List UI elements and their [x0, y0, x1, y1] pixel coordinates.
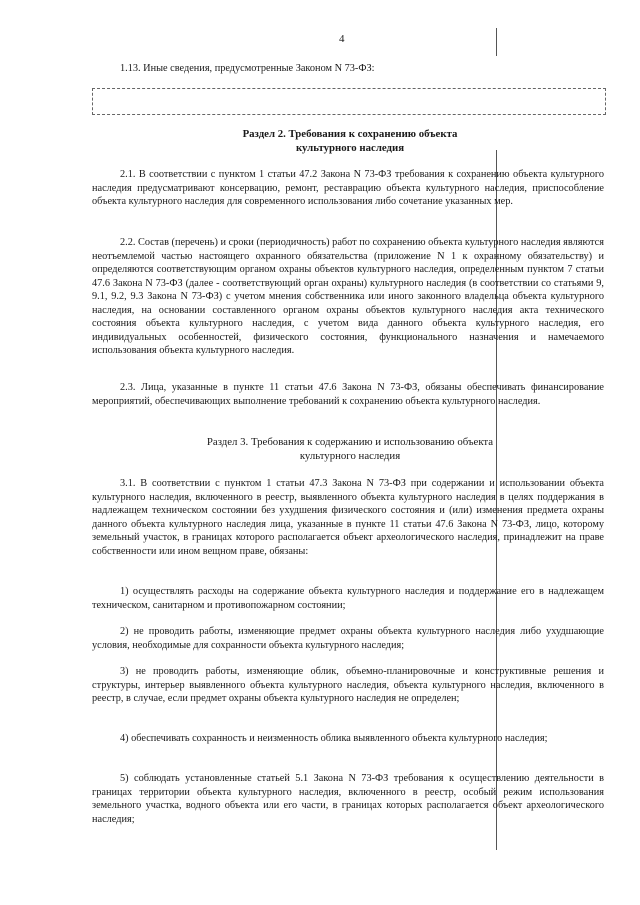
list-item-3: 3) не проводить работы, изменяющие облик, объемно-планировочные и конструктивные решения и структуры, интерьер выявленного объекта культурного наследия, объекта культурного наследия, включенного в реестр, в случае, если предмет охраны объекта культурного наследия не определен; — [92, 666, 604, 704]
list-item-4: 4) обеспечивать сохранность и неизменность облика выявленного объекта культурного наследия; — [120, 733, 548, 744]
section-2-title-line1: Раздел 2. Требования к сохранению объекта — [242, 128, 458, 140]
section-3-title-line2: культурного наследия — [299, 450, 401, 462]
section-2-heading — [150, 127, 550, 155]
paragraph-2-3: 2.3. Лица, указанные в пункте 11 статьи 47.6 Закона N 73-ФЗ, обязаны обеспечивать финансирование мероприятий, обеспечивающих выполнение требований к сохранению объекта культурного наследия. — [92, 382, 604, 407]
clause-1-13: 1.13. Иные сведения, предусмотренные Законом N 73-ФЗ: — [120, 63, 375, 74]
paragraph-2-1: 2.1. В соответствии с пунктом 1 статьи 47.2 Закона N 73-ФЗ требования к сохранению объекта культурного наследия предусматривают консервацию, ремонт, реставрацию объекта культурного наследия, приспособление объекта культурного наследия для современного использования либо сочетание указанных мер. — [92, 169, 604, 207]
list-item-1: 1) осуществлять расходы на содержание объекта культурного наследия и поддержание его в надлежащем техническом, санитарном и противопожарном состоянии; — [92, 586, 604, 611]
paragraph-3-1: 3.1. В соответствии с пунктом 1 статьи 47.3 Закона N 73-ФЗ при содержании и использовании объекта культурного наследия, включенного в реестр, выявленного объекта культурного наследия в целях поддержания в надлежащем техническом состоянии без ухудшения физического состояния и (или) изменения предмета охраны данного объекта культурного наследия лица, указанные в пункте 11 статьи 47.6 Закона N 73-ФЗ, лицо, которому земельный участок, в границах которого располагается объект археологического наследия, принадлежит на праве собственности или ином вещном праве, обязаны: — [92, 478, 604, 557]
section-3-title-line1: Раздел 3. Требования к содержанию и использованию объекта — [206, 436, 494, 448]
list-item-2: 2) не проводить работы, изменяющие предмет охраны объекта культурного наследия либо ухудшающие условия, необходимые для сохранности объекта культурного наследия; — [92, 626, 604, 651]
page-number: 4 — [339, 33, 345, 45]
section-2-title-line2: культурного наследия — [295, 142, 405, 154]
paragraph-2-2: 2.2. Состав (перечень) и сроки (периодичность) работ по сохранению объекта культурного наследия являются неотъемлемой частью настоящего охранного обязательства (приложение N 1 к охранному обязательству) и определяются соответствующим органом охраны объектов культурного наследия, определенным пунктом 7 статьи 47.6 Закона N 73-ФЗ (далее - соответствующий орган охраны) культурного наследия (в соответствии со статьями 9, 9.1, 9.2, 9.3 Закона N 73-ФЗ) с учетом мнения собственника или иного законного владельца объекта культурного наследия, на основании составленного органом охраны объектов культурного наследия акта технического состояния объекта культурного наследия, с учетом вида данного объекта культурного наследия, его индивидуальных особенностей, физического состояния, функционального назначения и намечаемого использования объекта культурного наследия. — [92, 237, 604, 356]
empty-info-box — [92, 88, 606, 115]
scan-margin-line — [496, 28, 497, 56]
list-item-5: 5) соблюдать установленные статьей 5.1 Закона N 73-ФЗ требования к осуществлению деятельности в границах территории объекта культурного наследия, включенного в реестр, особый режим использования земельного участка, водного объекта или его части, в границах которых располагается объект археологического наследия; — [92, 773, 604, 825]
section-3-heading — [150, 435, 550, 463]
